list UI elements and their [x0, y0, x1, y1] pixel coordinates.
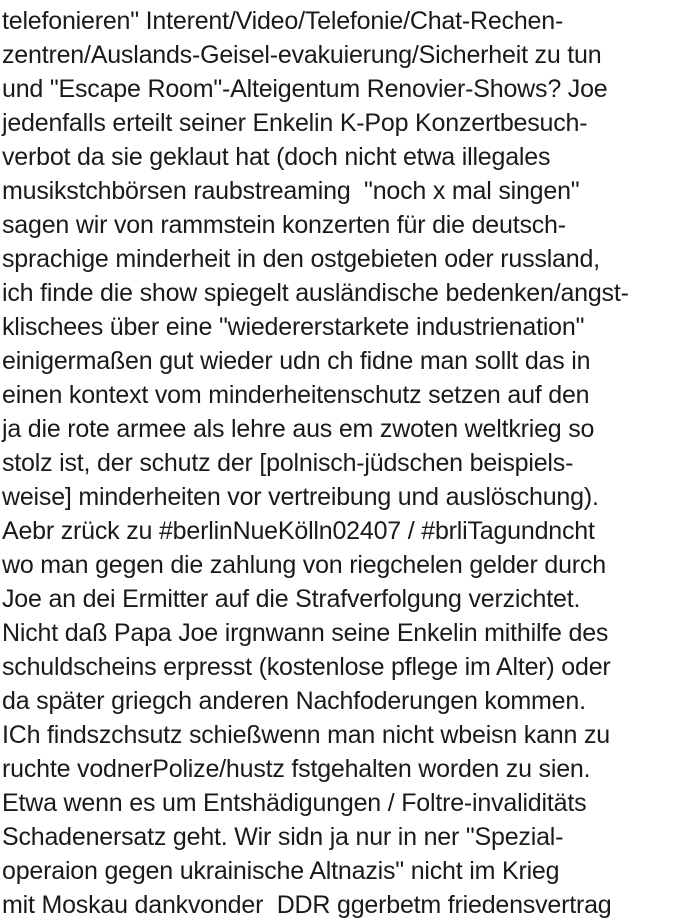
- text-line: Joe an dei Ermitter auf die Strafverfolgung verzichtet.: [2, 585, 581, 613]
- text-line: jedenfalls erteilt seiner Enkelin K-Pop Konzertbesuch-: [2, 109, 588, 137]
- text-line: ich finde die show spiegelt ausländische bedenken/angst-: [2, 279, 629, 307]
- text-line: Nicht daß Papa Joe irgnwann seine Enkelin mithilfe des: [2, 619, 609, 647]
- text-line: sprachige minderheit in den ostgebieten oder russland,: [2, 245, 600, 273]
- text-line: ruchte vodnerPolize/hustz fstgehalten worden zu sien.: [2, 755, 591, 783]
- text-line: Etwa wenn es um Entshädigungen / Foltre-invaliditäts: [2, 789, 587, 817]
- text-line: Aebr zrück zu #berlinNueKölln02407 / #brliTagundncht: [2, 517, 595, 545]
- text-line: zentren/Auslands-Geisel-evakuierung/Sicherheit zu tun: [2, 41, 602, 69]
- text-line: schuldscheins erpresst (kostenlose pflege im Alter) oder: [2, 653, 611, 681]
- text-line: Schadenersatz geht. Wir sidn ja nur in ner "Spezial-: [2, 823, 564, 851]
- text-line: ICh findszchsutz schießwenn man nicht wbeisn kann zu: [2, 721, 610, 749]
- text-line: verbot da sie geklaut hat (doch nicht etwa illegales: [2, 143, 551, 171]
- text-line: musikstchbörsen raubstreaming "noch x mal singen": [2, 177, 580, 205]
- text-line: da später griegch anderen Nachfoderungen kommen.: [2, 687, 586, 715]
- text-line: stolz ist, der schutz der [polnisch-jüdschen beispiels-: [2, 449, 574, 477]
- text-line: einen kontext vom minderheitenschutz setzen auf den: [2, 381, 590, 409]
- text-line: weise] minderheiten vor vertreibung und auslöschung).: [2, 483, 599, 511]
- text-line: mit Moskau dankvonder DDR ggerbetm friedensvertrag: [2, 891, 612, 919]
- text-line: sagen wir von rammstein konzerten für die deutsch-: [2, 211, 566, 239]
- text-line: klischees über eine "wiedererstarkete industrienation": [2, 313, 585, 341]
- text-line: und "Escape Room"-Alteigentum Renovier-Shows? Joe: [2, 75, 608, 103]
- text-line: wo man gegen die zahlung von riegchelen gelder durch: [2, 551, 606, 579]
- text-line: operaion gegen ukrainische Altnazis" nicht im Krieg: [2, 857, 560, 885]
- text-line: telefonieren" Interent/Video/Telefonie/Chat-Rechen-: [2, 7, 564, 35]
- text-line: einigermaßen gut wieder udn ch fidne man sollt das in: [2, 347, 591, 375]
- text-line: ja die rote armee als lehre aus em zwoten weltkrieg so: [2, 415, 595, 443]
